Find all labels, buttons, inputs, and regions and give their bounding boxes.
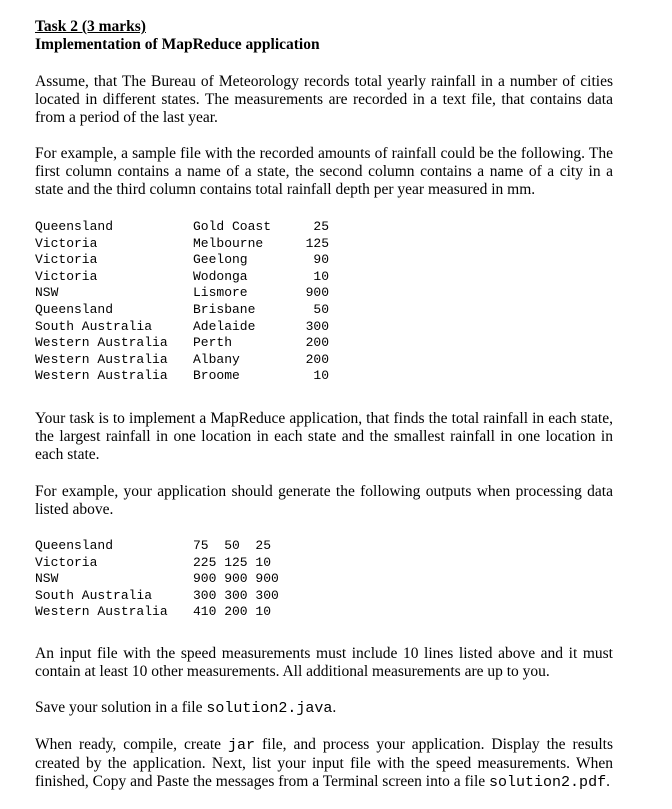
input-city-cell: Perth — [193, 335, 233, 351]
example-paragraph: For example, a sample file with the recorded amounts of rainfall could be the following. The first column contains a name of a state, the second column contains a name of a city in a state and the third column contains total rainfall depth per year measured in mm. — [35, 145, 613, 198]
document — [35, 18, 613, 792]
input-state-cell: Victoria — [35, 252, 98, 268]
input-state-cell: NSW — [35, 285, 59, 301]
input-data-table — [35, 219, 329, 385]
input-city-cell: Adelaide — [193, 318, 256, 334]
output-state-cell: South Australia — [35, 587, 153, 603]
input-state-cell: Victoria — [35, 235, 98, 251]
task-heading: Task 2 (3 marks) — [35, 18, 146, 35]
input-value-cell: 200 — [305, 335, 329, 351]
jar-keyword: jar — [228, 736, 256, 754]
input-state-cell: Western Australia — [35, 351, 168, 367]
input-value-cell: 10 — [313, 268, 329, 284]
input-value-cell: 50 — [313, 301, 329, 317]
input-value-cell: 10 — [313, 368, 329, 384]
input-row — [35, 269, 329, 286]
input-city-cell: Brisbane — [193, 301, 256, 317]
input-row — [35, 285, 329, 302]
input-state-cell: Victoria — [35, 268, 98, 284]
output-values-cell: 900 900 900 — [193, 571, 279, 587]
input-value-cell: 90 — [313, 252, 329, 268]
solution-pdf-filename: solution2.pdf — [489, 773, 607, 791]
input-city-cell: Broome — [193, 368, 240, 384]
input-row — [35, 368, 329, 385]
input-state-cell: Queensland — [35, 301, 114, 317]
output-row — [35, 571, 279, 588]
input-state-cell: Western Australia — [35, 335, 168, 351]
output-row — [35, 588, 279, 605]
input-value-cell: 300 — [305, 318, 329, 334]
input-requirement-paragraph: An input file with the speed measurements must include 10 lines listed above and it must contain at least 10 other measurements. All additional measurements are up to you. — [35, 644, 613, 680]
task-paragraph: Your task is to implement a MapReduce application, that finds the total rainfall in each state, the largest rainfall in one location in each state and the smallest rainfall in one location in each state. — [35, 409, 613, 463]
solution-java-filename: solution2.java — [206, 699, 333, 717]
input-city-cell: Gold Coast — [193, 219, 272, 234]
output-row — [35, 555, 279, 572]
output-values-cell: 410 200 10 — [193, 604, 272, 620]
output-state-cell: Queensland — [35, 537, 114, 553]
input-city-cell: Lismore — [193, 285, 248, 301]
output-values-cell: 75 50 25 — [193, 537, 272, 553]
input-value-cell: 200 — [305, 351, 329, 367]
intro-paragraph: Assume, that The Bureau of Meteorology records total yearly rainfall in a number of cities located in different states. The measurements are recorded in a text file, that contains data from a period of the last year. — [35, 73, 613, 126]
output-state-cell: Western Australia — [35, 604, 168, 620]
input-row — [35, 252, 329, 269]
input-city-cell: Geelong — [193, 252, 248, 268]
outputs-intro-paragraph: For example, your application should generate the following outputs when processing data listed above. — [35, 482, 613, 518]
output-state-cell: Victoria — [35, 554, 98, 570]
input-row — [35, 319, 329, 336]
output-values-cell: 225 125 10 — [193, 554, 272, 570]
input-row — [35, 352, 329, 369]
input-state-cell: Queensland — [35, 219, 114, 234]
input-value-cell: 25 — [313, 219, 329, 234]
output-row — [35, 604, 279, 621]
input-row — [35, 219, 329, 236]
input-row — [35, 236, 329, 253]
input-city-cell: Melbourne — [193, 235, 264, 251]
input-city-cell: Wodonga — [193, 268, 248, 284]
input-value-cell: 900 — [305, 285, 329, 301]
input-city-cell: Albany — [193, 351, 240, 367]
input-state-cell: South Australia — [35, 318, 153, 334]
input-state-cell: Western Australia — [35, 368, 168, 384]
task-subheading: Implementation of MapReduce application — [35, 36, 320, 53]
input-row — [35, 302, 329, 319]
output-state-cell: NSW — [35, 571, 59, 587]
save-paragraph: Save your solution in a file solution2.java. — [35, 698, 337, 717]
output-row — [35, 538, 279, 555]
input-value-cell: 125 — [305, 235, 329, 251]
input-row — [35, 335, 329, 352]
output-data-table — [35, 538, 279, 621]
ready-paragraph: When ready, compile, create jar file, and process your application. Display the results created by the application. Next, list your input file with the speed measurements. When finished, Copy and Paste the messages from a Terminal screen into a file solution2.pdf. — [35, 735, 613, 791]
output-values-cell: 300 300 300 — [193, 587, 279, 603]
